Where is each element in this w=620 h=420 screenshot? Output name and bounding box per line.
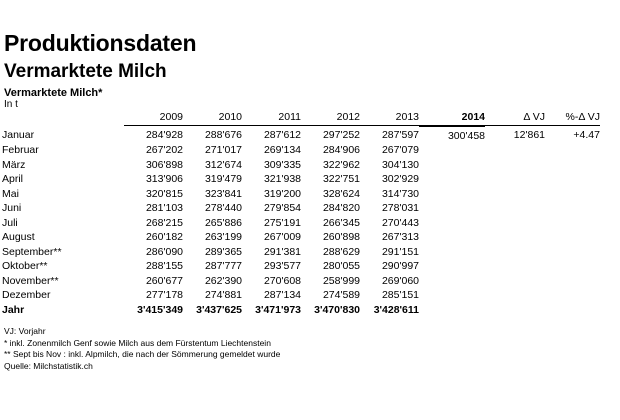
table-cell: 260'898 — [322, 231, 360, 243]
table-row — [2, 201, 600, 216]
table-title: Vermarktete Milch* — [4, 87, 103, 99]
table-cell: 270'443 — [381, 216, 419, 229]
table-cell: 271'017 — [204, 144, 242, 156]
table-cell: 289'365 — [204, 245, 242, 258]
header-2011: 2011 — [242, 110, 301, 126]
table-cell: 286'090 — [145, 245, 183, 258]
footnote-double-star: ** Sept bis Nov : inkl. Alpmilch, die nach der Sömmerung gemeldet wurde — [4, 349, 281, 359]
table-cell: 284'906 — [322, 144, 360, 156]
table-cell: 267'202 — [145, 144, 183, 156]
header-label — [2, 110, 124, 126]
table-cell — [485, 245, 545, 260]
table-row — [2, 172, 600, 187]
table-total-row — [2, 303, 600, 318]
table-cell — [419, 172, 485, 187]
table-row — [2, 259, 600, 274]
table-cell: 284'928 — [145, 129, 183, 142]
table-cell: 302'929 — [381, 173, 419, 185]
table-cell: 287'612 — [263, 129, 301, 142]
table-cell — [485, 158, 545, 173]
header-2012: 2012 — [301, 110, 360, 126]
footnote-source: Quelle: Milchstatistik.ch — [4, 360, 93, 371]
table-cell: 274'589 — [322, 289, 360, 301]
table-row — [2, 245, 600, 260]
table-cell — [419, 288, 485, 303]
row-label: Januar — [2, 129, 35, 141]
table-cell: 278'440 — [204, 202, 242, 214]
table-cell — [485, 288, 545, 303]
table-cell — [419, 143, 485, 158]
table-cell: 328'624 — [322, 187, 360, 200]
table-cell — [545, 201, 600, 216]
table-cell: 322'962 — [322, 158, 360, 171]
row-label: November** — [2, 274, 59, 287]
table-cell: 320'815 — [145, 187, 183, 200]
footnotes — [4, 326, 280, 372]
table-cell: 313'906 — [145, 173, 183, 185]
row-label: Februar — [2, 144, 39, 156]
table-cell: 263'199 — [204, 231, 242, 243]
table-cell: 260'182 — [145, 231, 183, 243]
table-row — [2, 126, 600, 144]
footnote-single-star: * inkl. Zonenmilch Genf sowie Milch aus dem Fürstentum Liechtenstein — [4, 337, 271, 348]
table-cell: 265'886 — [204, 216, 242, 229]
table-cell: 314'730 — [381, 187, 419, 200]
table-cell — [485, 143, 545, 158]
row-label: Dezember — [2, 289, 51, 301]
header-2013: 2013 — [360, 110, 419, 126]
table-cell: 275'191 — [263, 216, 301, 229]
table-cell — [419, 230, 485, 245]
table-cell: 288'155 — [145, 260, 183, 272]
header-2010: 2010 — [183, 110, 242, 126]
table-cell: 322'751 — [322, 173, 360, 185]
table-cell — [485, 216, 545, 231]
production-table — [2, 110, 600, 317]
table-cell — [545, 303, 600, 318]
table-cell: 306'898 — [145, 158, 183, 171]
table-cell — [545, 274, 600, 289]
table-cell — [419, 303, 485, 318]
table-cell: 288'676 — [204, 129, 242, 142]
row-label: April — [2, 173, 24, 185]
table-cell: 277'178 — [145, 289, 183, 301]
header-2009: 2009 — [124, 110, 183, 126]
table-row — [2, 274, 600, 289]
table-row — [2, 288, 600, 303]
table-cell — [545, 230, 600, 245]
table-row — [2, 143, 600, 158]
table-cell — [545, 216, 600, 231]
table-cell: 260'677 — [145, 274, 183, 287]
table-row — [2, 187, 600, 202]
table-cell — [485, 172, 545, 187]
table-cell — [485, 259, 545, 274]
table-cell: 279'854 — [263, 202, 301, 214]
table-row — [2, 158, 600, 173]
table-cell: 3'470'830 — [314, 303, 360, 316]
table-cell: 293'577 — [263, 260, 301, 272]
table-cell: +4.47 — [573, 129, 600, 142]
table-cell — [485, 274, 545, 289]
table-cell: 270'608 — [263, 274, 301, 287]
table-cell: 287'597 — [381, 129, 419, 142]
table-cell — [545, 259, 600, 274]
table-unit: In t — [4, 99, 18, 110]
table-cell: 321'938 — [263, 173, 301, 185]
table-cell: 269'134 — [263, 144, 301, 156]
table-cell — [419, 274, 485, 289]
table-cell: 312'674 — [204, 158, 242, 171]
row-label: Juli — [2, 216, 18, 229]
table-cell: 291'151 — [381, 245, 419, 258]
table-cell: 258'999 — [322, 274, 360, 287]
table-body — [2, 126, 600, 318]
table-cell — [419, 259, 485, 274]
table-cell: 287'777 — [204, 260, 242, 272]
table-cell — [485, 187, 545, 202]
table-cell: 319'479 — [204, 173, 242, 185]
header-delta-vj: Δ VJ — [485, 110, 545, 126]
table-cell: 281'103 — [145, 202, 183, 214]
row-label: August — [2, 231, 35, 243]
table-cell: 291'381 — [263, 245, 301, 258]
table-cell — [545, 288, 600, 303]
table-cell: 3'471'973 — [255, 303, 301, 316]
table-cell: 266'345 — [322, 216, 360, 229]
table-cell: 3'415'349 — [137, 303, 183, 316]
table-cell: 323'841 — [204, 187, 242, 200]
row-label: Juni — [2, 202, 22, 214]
table-cell — [545, 245, 600, 260]
table-cell: 267'009 — [263, 231, 301, 243]
table-cell — [419, 216, 485, 231]
table-cell: 285'151 — [381, 289, 419, 301]
table-cell — [485, 303, 545, 318]
table-cell — [419, 158, 485, 173]
table-cell — [485, 201, 545, 216]
table-cell — [485, 230, 545, 245]
header-percent-delta-vj: %-Δ VJ — [545, 110, 600, 126]
table-cell: 3'437'625 — [196, 303, 242, 316]
row-label: Jahr — [2, 303, 25, 316]
table-cell: 268'215 — [145, 216, 183, 229]
table-cell: 12'861 — [513, 129, 545, 142]
page-subtitle: Vermarktete Milch — [4, 61, 167, 82]
table-header-row — [2, 110, 600, 126]
table-cell: 267'079 — [381, 144, 419, 156]
table-cell: 267'313 — [381, 231, 419, 243]
table-row — [2, 216, 600, 231]
table-cell: 3'428'611 — [373, 303, 419, 316]
table-cell: 274'881 — [204, 289, 242, 301]
page-title: Produktionsdaten — [4, 30, 197, 56]
table-cell — [545, 143, 600, 158]
table-cell: 319'200 — [263, 187, 301, 200]
table-cell: 297'252 — [322, 129, 360, 142]
table-cell — [419, 187, 485, 202]
table-cell — [545, 158, 600, 173]
table-cell: 280'055 — [322, 260, 360, 272]
header-2014: 2014 — [419, 110, 485, 126]
table-cell: 284'820 — [322, 202, 360, 214]
row-label: Mai — [2, 187, 19, 200]
table-cell — [545, 172, 600, 187]
table-cell: 309'335 — [263, 158, 301, 171]
table-cell — [419, 201, 485, 216]
table-cell: 269'060 — [381, 274, 419, 287]
table-cell — [545, 187, 600, 202]
table-cell: 278'031 — [381, 202, 419, 214]
table-cell: 300'458 — [447, 129, 485, 142]
row-label: Oktober** — [2, 260, 48, 272]
table-cell: 288'629 — [322, 245, 360, 258]
table-cell: 262'390 — [204, 274, 242, 287]
table-cell: 304'130 — [381, 158, 419, 171]
row-label: September** — [2, 245, 62, 258]
table-cell — [419, 245, 485, 260]
table-row — [2, 230, 600, 245]
row-label: März — [2, 158, 26, 171]
footnote-vj: VJ: Vorjahr — [4, 326, 46, 336]
table-cell: 290'997 — [381, 260, 419, 272]
table-cell: 287'134 — [263, 289, 301, 301]
